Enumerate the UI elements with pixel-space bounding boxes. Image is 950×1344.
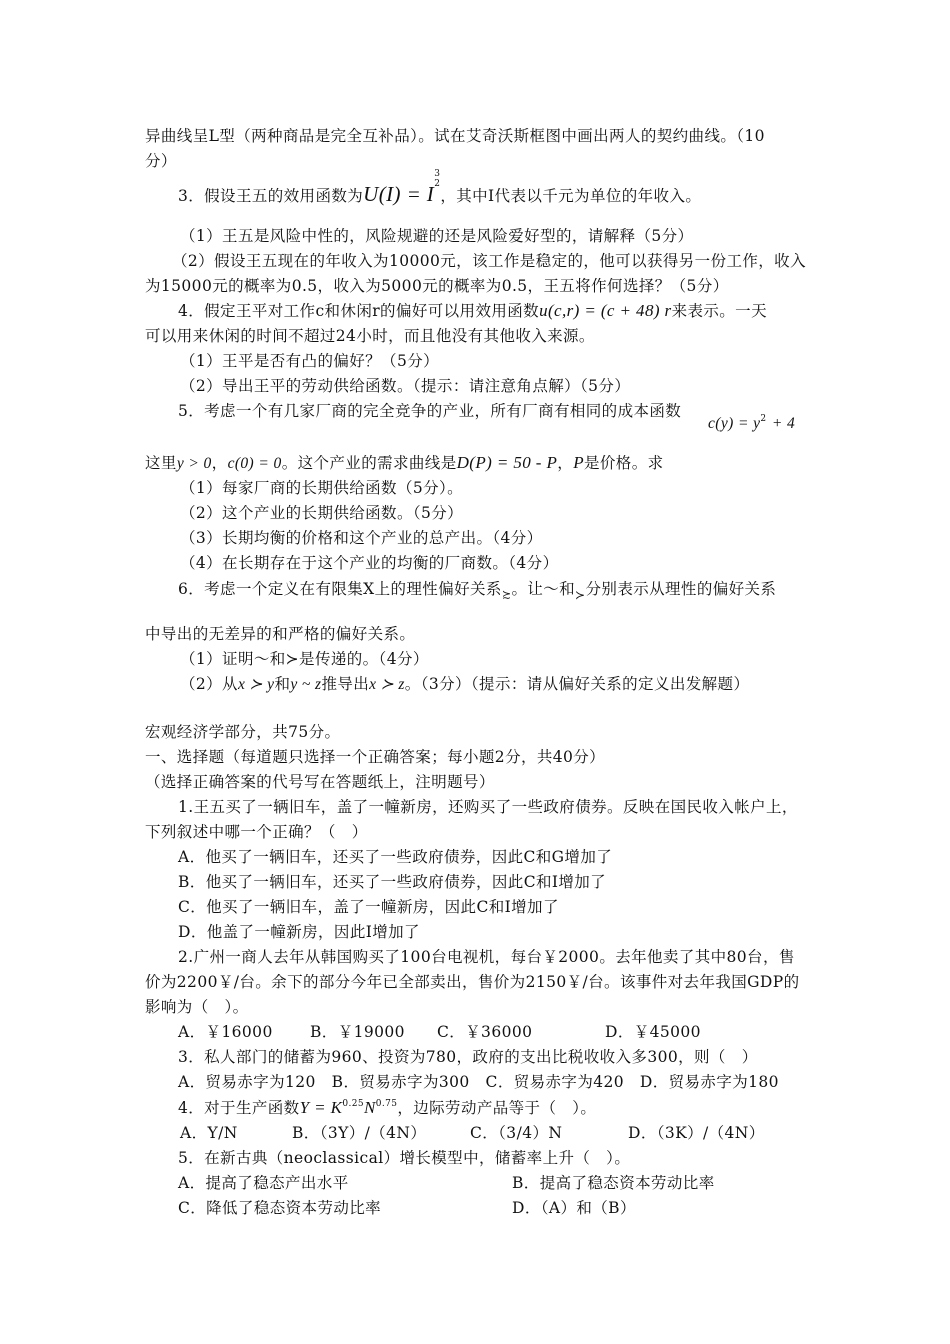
macro-q2-option-b: B．￥19000	[310, 1023, 405, 1041]
macro-q1-option-c: C．他买了一辆旧车，盖了一幢新房，因此C和I增加了	[178, 898, 559, 916]
micro-q3-suffix: ，其中I代表以千元为单位的年收入。	[440, 187, 702, 205]
succ-symbol-icon: ≻	[575, 588, 586, 602]
macro-q1-option-b: B．他买了一辆旧车，还买了一些政府债券，因此C和I增加了	[178, 873, 607, 891]
macro-q1-option-a: A．他买了一辆旧车，还买了一些政府债券，因此C和G增加了	[178, 848, 613, 866]
macro-q4-suffix: ，边际劳动产品等于（ ）。	[397, 1099, 597, 1117]
micro-q5-cost-formula: c(y) = y	[708, 415, 761, 432]
macro-section1-title: 一、选择题（每道题只选择一个正确答案；每小题2分，共40分）	[145, 748, 606, 766]
micro-q3-sub1: （1）王五是风险中性的，风险规避的还是风险爱好型的，请解释（5分）	[180, 227, 694, 245]
micro-q3-sub2-line1: （2）假设王五现在的年收入为10000元，该工作是稳定的，他可以获得另一份工作，收入	[172, 252, 806, 270]
micro-q6-sub2-yz: y ~ z	[290, 676, 322, 693]
micro-q6-sub1: （1）证明～和≻是传递的。（4分）	[180, 650, 429, 668]
micro-q5-price-symbol: P	[573, 453, 584, 472]
macro-q4-option-c: C．（3/4）N	[470, 1124, 563, 1142]
micro-q6-sub2-a: （2）从	[180, 675, 238, 693]
micro-q3-exponent	[434, 169, 440, 189]
macro-q5-option-c: C．降低了稳态资本劳动比率	[178, 1199, 382, 1217]
macro-q3-line1: 3．私人部门的储蓄为960、投资为780，政府的支出比税收收入多300，则（ ）	[178, 1048, 758, 1066]
macro-q5-option-a: A．提高了稳态产出水平	[178, 1174, 349, 1192]
macro-q4-formula-n: N	[363, 1098, 376, 1117]
q2-continuation-line2: 分）	[145, 152, 177, 170]
micro-q5-cond-c0: c(0) = 0	[227, 455, 282, 472]
macro-q4-prefix: 4．对于生产函数	[178, 1099, 300, 1117]
micro-q5-text-g: ，	[557, 454, 574, 472]
micro-q5-line1: 5．考虑一个有几家厂商的完全竞争的产业，所有厂商有相同的成本函数	[178, 402, 682, 420]
micro-q3-exp-num: 3	[434, 169, 441, 179]
macro-q2-line1: 2.广州一商人去年从韩国购买了100台电视机，每台￥2000。去年他卖了其中80台，售	[178, 948, 795, 966]
micro-q5-sub1: （1）每家厂商的长期供给函数（5分）。	[180, 479, 464, 497]
macro-q4-option-a: A．Y/N	[180, 1124, 238, 1142]
micro-q5-text-c: ，	[211, 454, 228, 472]
micro-q6-sub2-g: 。（3分）（提示：请从偏好关系的定义出发解题）	[404, 675, 750, 693]
micro-q6-sub2-c: 和	[274, 675, 291, 693]
micro-q5-text-i: 是价格。求	[584, 454, 664, 472]
macro-heading: 宏观经济学部分，共75分。	[145, 723, 341, 741]
micro-q6-sub2-e: 推导出	[321, 675, 370, 693]
macro-q4-stem	[178, 1097, 596, 1119]
micro-q3-sub2-line2: 为15000元的概率为0.5，收入为5000元的概率为0.5，王五将作何选择？（5分）	[145, 277, 729, 295]
macro-q5-line1: 5．在新古典（neoclassical）增长模型中，储蓄率上升（ ）。	[178, 1149, 631, 1167]
macro-q4-exp-k: 0.25	[342, 1099, 364, 1109]
micro-q5-cost-exp: 2	[760, 414, 767, 424]
micro-q5-sub2: （2）这个产业的长期供给函数。（5分）	[180, 504, 464, 522]
micro-q4-line1	[178, 300, 767, 322]
macro-q1-option-d: D．他盖了一幢新房，因此I增加了	[178, 923, 420, 941]
micro-q3-exp-den: 2	[434, 179, 441, 189]
micro-q5-sub4: （4）在长期存在于这个产业的均衡的厂商数。（4分）	[180, 554, 559, 572]
micro-q5-text-e: 。这个产业的需求曲线是	[281, 454, 457, 472]
macro-q2-line2: 价为2200￥/台。余下的部分今年已全部卖出，售价为2150￥/台。该事件对去年我国GDP的	[145, 973, 800, 991]
macro-q1-line2: 下列叙述中哪一个正确？（ ）	[145, 823, 368, 841]
macro-q5-option-b: B．提高了稳态资本劳动比率	[512, 1174, 715, 1192]
micro-q4-sub1: （1）王平是否有凸的偏好？（5分）	[180, 352, 440, 370]
macro-q3-options: A．贸易赤字为120 B．贸易赤字为300 C．贸易赤字为420 D．贸易赤字为180	[178, 1073, 779, 1091]
micro-q4-sub2: （2）导出王平的劳动供给函数。（提示：请注意角点解）（5分）	[180, 377, 631, 395]
micro-q6-line2: 中导出的无差异的和严格的偏好关系。	[145, 625, 416, 643]
micro-q5-cond-y: y > 0	[176, 455, 212, 472]
micro-q3-formula: U(I) = I	[363, 182, 435, 206]
micro-q3-stem	[178, 169, 702, 207]
q2-continuation-line1: 异曲线呈L型（两种商品是完全互补品）。试在艾奇沃斯框图中画出两人的契约曲线。（10	[145, 127, 765, 145]
macro-section1-note: （选择正确答案的代号写在答题纸上，注明题号）	[145, 773, 495, 791]
micro-q4-suffix: 来表示。一天	[671, 302, 767, 320]
micro-q5-cost-function	[708, 412, 795, 435]
micro-q6-text-c: 分别表示从理性的偏好关系	[585, 580, 777, 598]
micro-q4-prefix: 4．假定王平对工作c和休闲r的偏好可以用效用函数	[178, 302, 540, 320]
micro-q6-sub2-xy: x ≻ y	[237, 676, 275, 693]
macro-q4-exp-n: 0.75	[375, 1099, 398, 1109]
micro-q5-line2	[145, 452, 664, 475]
micro-q5-text-a: 这里	[145, 454, 177, 472]
micro-q5-cost-tail: + 4	[771, 415, 796, 432]
macro-q4-formula-y: Y = K	[299, 1098, 343, 1117]
macro-q4-option-b: B．（3Y）/（4N）	[292, 1124, 427, 1142]
micro-q3-prefix: 3．假设王五的效用函数为	[178, 187, 364, 205]
micro-q6-sub2	[180, 673, 749, 696]
micro-q4-formula: u(c,r) = (c + 48) r	[539, 301, 672, 320]
micro-q4-line2: 可以用来休闲的时间不超过24小时，而且他没有其他收入来源。	[145, 327, 595, 345]
macro-q2-option-c: C．￥36000	[437, 1023, 533, 1041]
micro-q6-sub2-xz: x ≻ z	[369, 676, 405, 693]
micro-q6-text-b: 。让～和	[511, 580, 576, 598]
succeq-symbol-icon: ≿	[501, 588, 512, 601]
micro-q5-sub3: （3）长期均衡的价格和这个产业的总产出。（4分）	[180, 529, 543, 547]
micro-q5-demand: D(P) = 50 - P	[456, 453, 558, 472]
micro-q6-line1	[178, 578, 776, 602]
macro-q2-option-d: D．￥45000	[605, 1023, 701, 1041]
macro-q4-option-d: D．（3K）/（4N）	[628, 1124, 765, 1142]
macro-q5-option-d: D．（A）和（B）	[512, 1199, 636, 1217]
micro-q6-text-a: 6．考虑一个定义在有限集X上的理性偏好关系	[178, 580, 502, 598]
macro-q2-option-a: A．￥16000	[178, 1023, 273, 1041]
macro-q2-line3: 影响为（ ）。	[145, 998, 249, 1016]
macro-q1-line1: 1.王五买了一辆旧车，盖了一幢新房，还购买了一些政府债券。反映在国民收入帐户上，	[178, 798, 798, 816]
